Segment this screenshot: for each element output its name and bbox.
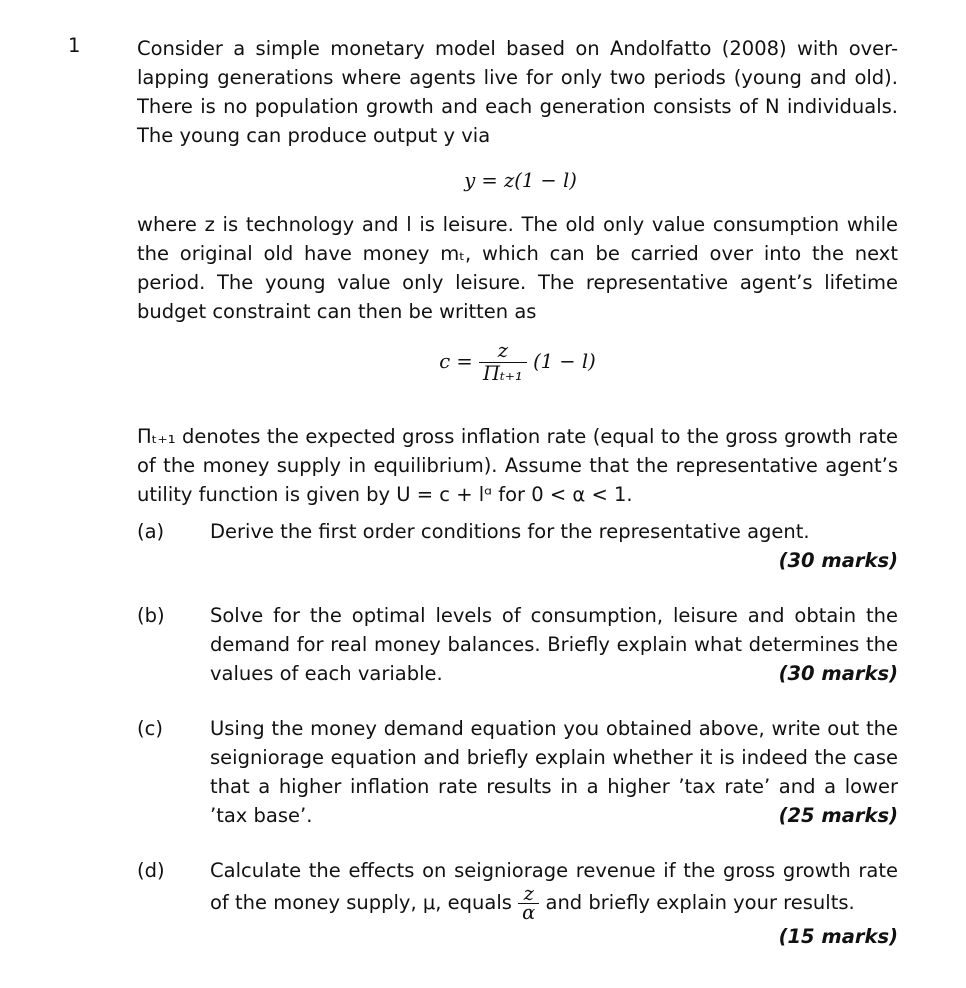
part-d-text-after: and briefly explain your results. [545, 891, 855, 914]
output-equation-text: y = z(1 − l) [464, 169, 577, 192]
part-d-fraction [518, 882, 539, 924]
question-parts [137, 517, 898, 951]
budget-constraint-equation [137, 340, 898, 402]
part-c [137, 714, 898, 830]
output-equation [137, 166, 898, 196]
budget-fraction [479, 340, 527, 385]
part-label: (a) [137, 520, 165, 543]
question-body [137, 34, 898, 977]
part-label: (c) [137, 717, 163, 740]
part-marks: (30 marks) [778, 549, 898, 572]
question-number: 1 [68, 34, 81, 57]
part-d-fraction-numerator: z [523, 882, 534, 905]
part-d-text-before: Calculate the effects on seigniorage revenue if the gross growth rate of the money supply, μ, equals [210, 859, 898, 914]
part-label: (b) [137, 604, 165, 627]
budget-lhs: c = [439, 350, 473, 373]
third-paragraph: Πₜ₊₁ denotes the expected gross inflation rate (equal to the gross growth rate of the money supply in equilibrium). Assume that the representative agent’s utility function is given by U = c + lᵅ for 0 < α < 1. [137, 425, 898, 506]
part-marks: (15 marks) [778, 925, 898, 948]
part-b [137, 601, 898, 688]
part-text: Solve for the optimal levels of consumption, leisure and obtain the demand for real money balances. Briefly explain what determines the values of each variable. [210, 604, 898, 685]
intro-paragraph: Consider a simple monetary model based on Andolfatto (2008) with over-lapping generations where agents live for only two periods (young and old). There is no population growth and each generation consists of N individuals. The young can produce output y via [137, 37, 898, 147]
part-text: Derive the first order conditions for the representative agent. [210, 520, 810, 543]
part-a [137, 517, 898, 575]
part-d-fraction-denominator: α [518, 903, 539, 922]
part-d [137, 856, 898, 951]
part-text: Using the money demand equation you obtained above, write out the seigniorage equation and briefly explain whether it is indeed the case that a higher inflation rate results in a higher ’tax rate’ and a lower ’tax base’. [210, 717, 898, 827]
part-marks: (30 marks) [778, 662, 898, 685]
part-text [210, 856, 898, 922]
budget-rhs: (1 − l) [533, 350, 596, 373]
part-marks: (25 marks) [778, 804, 898, 827]
budget-fraction-denominator: Πₜ₊₁ [479, 362, 527, 385]
part-label: (d) [137, 859, 165, 882]
second-paragraph: where z is technology and l is leisure. The old only value consumption while the original old have money mₜ, which can be carried over into the next period. The young value only leisure. The representative agent’s lifetime budget constraint can then be written as [137, 213, 898, 323]
budget-fraction-numerator: z [497, 339, 509, 362]
